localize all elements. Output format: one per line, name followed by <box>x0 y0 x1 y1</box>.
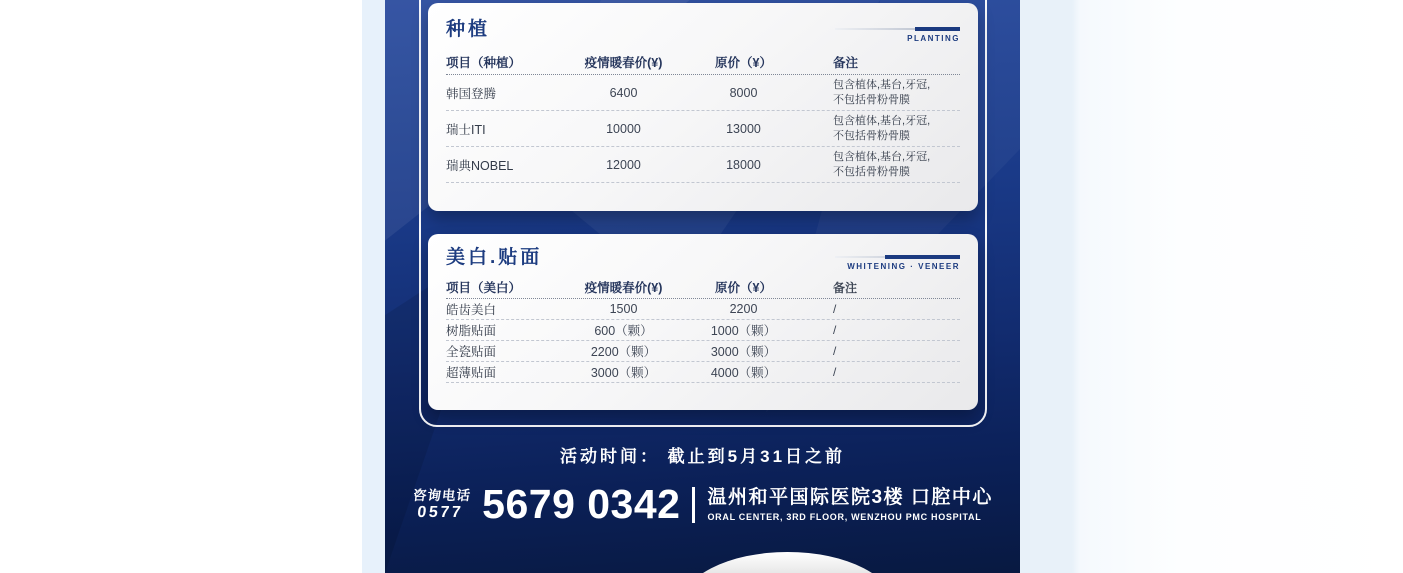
whitening-title: 美白.贴面 <box>446 247 543 268</box>
promo-price: 2200（颗） <box>590 345 657 359</box>
right-margin-strip <box>1020 0 1403 573</box>
promo-price: 10000 <box>606 121 641 136</box>
promo-price: 600（颗） <box>594 324 653 338</box>
column-header-promo-price: 疫情暖春价(¥) <box>584 56 663 70</box>
note: 包含植体,基台,牙冠, 不包括骨粉骨膜 <box>833 115 931 142</box>
item-name: 韩国登腾 <box>446 86 497 101</box>
item-name: 树脂贴面 <box>446 324 497 338</box>
original-price: 4000（颗） <box>710 366 777 380</box>
planting-subtitle-en: PLANTING <box>907 34 960 43</box>
column-header-item: 项目（美白） <box>446 281 522 295</box>
phone-prefix <box>410 488 472 522</box>
column-header-item: 项目（种植） <box>446 56 522 70</box>
planting-price-card <box>428 3 978 211</box>
item-name: 超薄贴面 <box>446 366 497 380</box>
original-price: 1000（颗） <box>710 324 777 338</box>
original-price: 13000 <box>726 121 761 136</box>
item-name: 全瓷贴面 <box>446 345 497 359</box>
column-header-original-price: 原价（¥） <box>715 281 772 295</box>
item-name: 瑞典NOBEL <box>446 158 514 173</box>
deco-line <box>835 255 960 259</box>
address-english: ORAL CENTER, 3RD FLOOR, WENZHOU PMC HOSPITAL <box>707 511 982 522</box>
table-row <box>446 299 960 320</box>
whitening-card-header <box>446 234 960 271</box>
planting-title: 种植 <box>446 19 491 40</box>
table-row <box>446 111 960 147</box>
column-header-note: 备注 <box>833 280 858 295</box>
promo-price: 1500 <box>609 302 638 316</box>
note: / <box>833 365 837 379</box>
whitening-veneer-price-card <box>428 234 978 410</box>
whitening-table-header <box>446 276 960 299</box>
table-row <box>446 320 960 341</box>
original-price: 8000 <box>729 85 758 100</box>
area-code: 0577 <box>416 503 465 521</box>
address-block <box>707 487 992 522</box>
promo-price: 6400 <box>609 85 638 100</box>
planting-card-header <box>446 3 960 43</box>
note: / <box>833 302 837 316</box>
phone-number: 5679 0342 <box>482 481 681 527</box>
original-price: 18000 <box>726 157 761 172</box>
column-header-note: 备注 <box>833 56 859 70</box>
table-row <box>446 147 960 183</box>
planting-table-header <box>446 50 960 75</box>
note: 包含植体,基台,牙冠, 不包括骨粉骨膜 <box>833 151 931 178</box>
note: / <box>833 344 837 358</box>
price-list-poster <box>385 0 1020 573</box>
table-row <box>446 362 960 383</box>
item-name: 瑞士ITI <box>446 122 486 137</box>
note: 包含植体,基台,牙冠, 不包括骨粉骨膜 <box>833 79 931 106</box>
address-chinese: 温州和平国际医院3楼 口腔中心 <box>707 486 993 508</box>
column-header-promo-price: 疫情暖春价(¥) <box>584 281 663 295</box>
phone-label: 咨询电话 <box>412 487 472 503</box>
promo-price: 12000 <box>606 157 641 172</box>
activity-time-text: 活动时间： 截止到5月31日之前 <box>559 447 846 466</box>
whitening-deco <box>835 255 960 271</box>
note: / <box>833 323 837 337</box>
original-price: 3000（颗） <box>710 345 777 359</box>
planting-deco <box>835 27 960 43</box>
table-row <box>446 341 960 362</box>
original-price: 2200 <box>729 302 758 316</box>
deco-line <box>835 27 960 31</box>
contact-divider <box>692 487 695 523</box>
whitening-subtitle-en: WHITENING · VENEER <box>847 262 960 271</box>
promo-price: 3000（颗） <box>590 366 657 380</box>
table-row <box>446 75 960 111</box>
tooth-arc-graphic <box>680 552 895 573</box>
column-header-original-price: 原价（¥） <box>715 56 772 70</box>
item-name: 皓齿美白 <box>446 303 497 317</box>
left-margin-strip <box>362 0 385 573</box>
contact-section <box>385 481 1020 527</box>
